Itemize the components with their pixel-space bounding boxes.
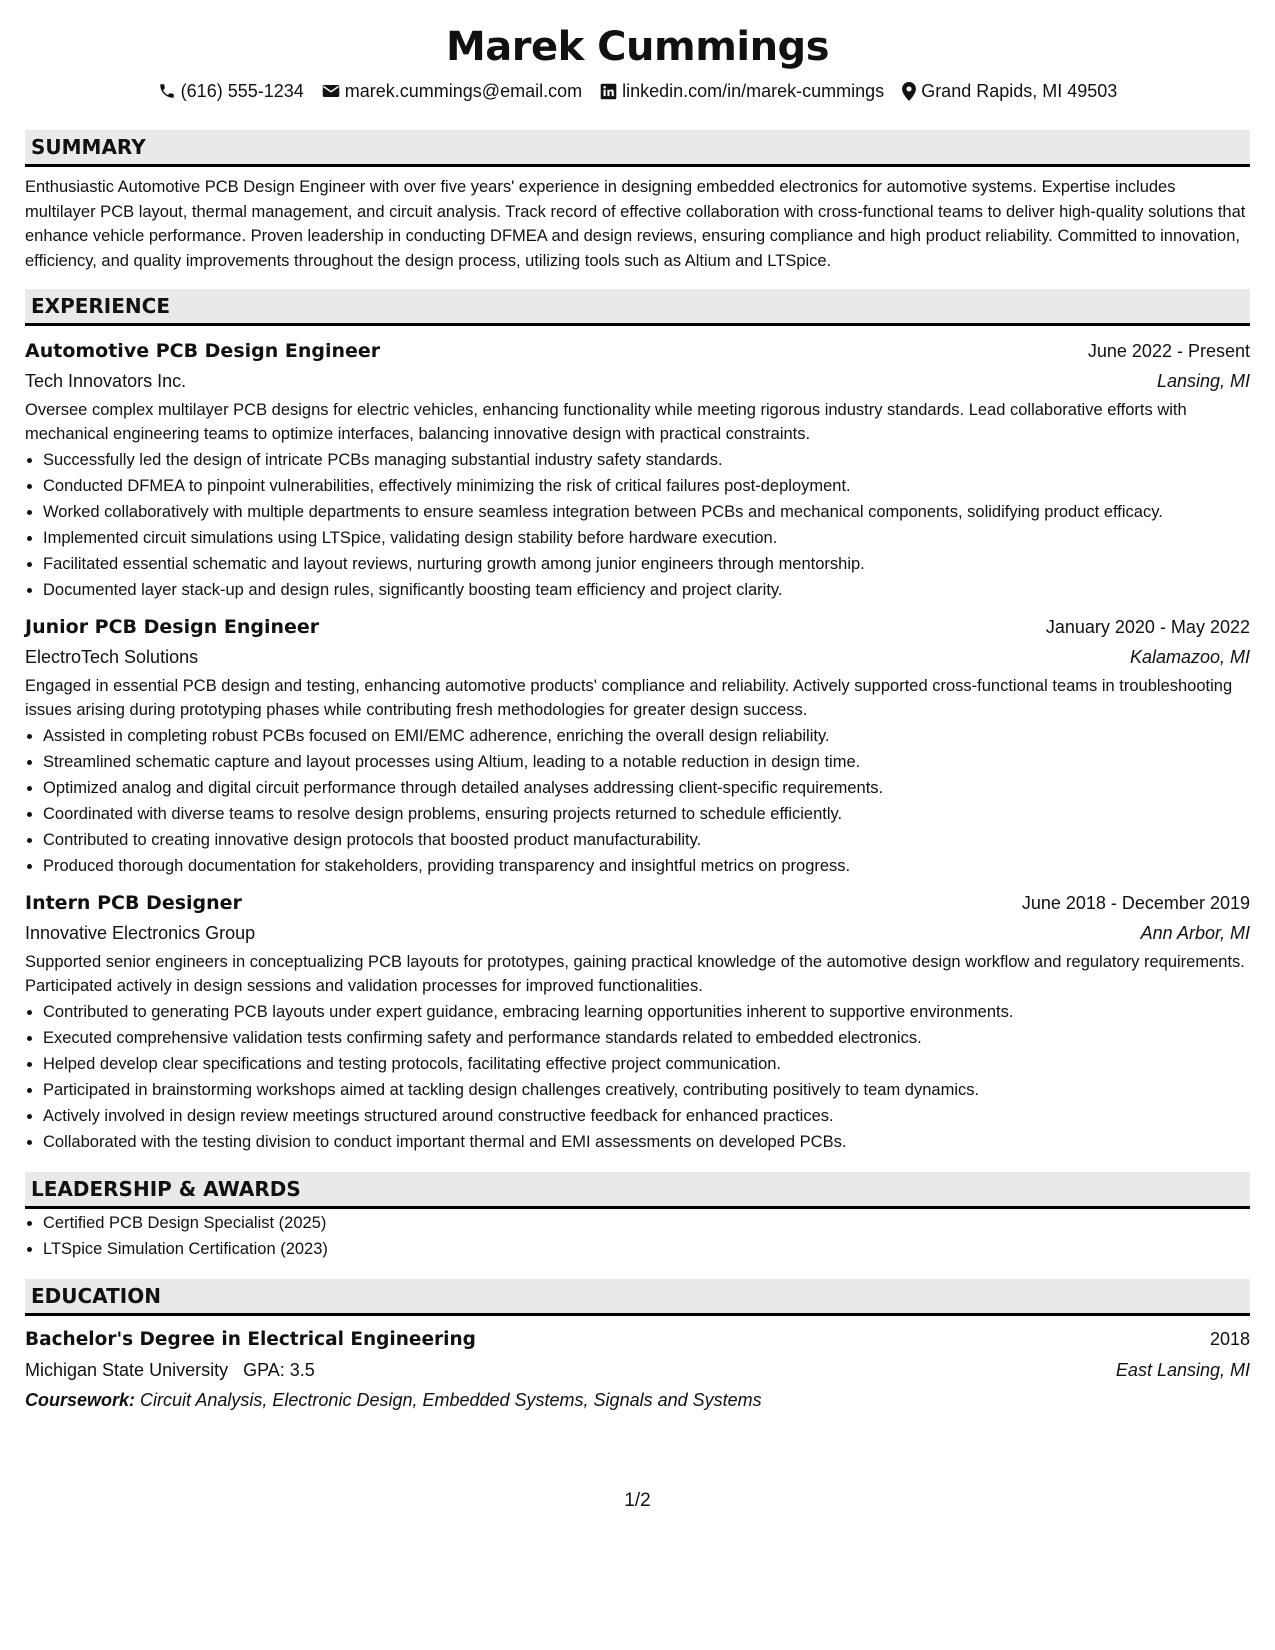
bullet-item: • Facilitated essential schematic and layout reviews, nurturing growth among junior engineers through mentorship. xyxy=(43,552,1250,576)
school-line xyxy=(25,1355,315,1385)
company-name: Tech Innovators Inc. xyxy=(25,371,187,391)
job-entry xyxy=(25,612,1250,878)
contact-bar xyxy=(25,78,1250,104)
bullet-item: • Successfully led the design of intricate PCBs managing substantial industry safety standards. xyxy=(43,448,1250,472)
bullet-item: • Participated in brainstorming workshops aimed at tackling design challenges creatively, contributing positively to team dynamics. xyxy=(43,1078,1250,1102)
award-item: • LTSpice Simulation Certification (2023) xyxy=(43,1237,1250,1261)
job-dates: June 2018 - December 2019 xyxy=(1021,893,1250,913)
experience-heading: EXPERIENCE xyxy=(25,289,1250,326)
education-heading: EDUCATION xyxy=(25,1279,1250,1316)
education-entry xyxy=(25,1324,1250,1415)
contact-location xyxy=(902,81,1117,102)
awards-list xyxy=(25,1211,1250,1261)
job-description: Oversee complex multilayer PCB designs for electric vehicles, enhancing functionality while meeting rigorous industry standards. Lead collaborative efforts with mechanical engineering teams to optimize interfaces, balancing innovative design with practical constraints. xyxy=(25,401,1187,443)
job-description: Supported senior engineers in conceptualizing PCB layouts for prototypes, gaining practical knowledge of the automotive design workflow and regulatory requirements. Participated actively in design sessions and validation processes for improved functionalities. xyxy=(25,953,1245,995)
email-link[interactable]: marek.cummings@email.com xyxy=(344,80,583,101)
job-bullets xyxy=(25,1000,1250,1154)
job-title: Junior PCB Design Engineer xyxy=(25,616,320,638)
company-name: ElectroTech Solutions xyxy=(25,647,199,667)
resume-page xyxy=(25,0,1250,1415)
location-text: Grand Rapids, MI 49503 xyxy=(921,80,1118,101)
contact-phone xyxy=(158,81,304,102)
school-location: East Lansing, MI xyxy=(1115,1360,1250,1380)
summary-heading: SUMMARY xyxy=(25,130,1250,167)
job-location: Kalamazoo, MI xyxy=(1129,647,1250,667)
bullet-item: • Conducted DFMEA to pinpoint vulnerabilities, effectively minimizing the risk of critical failures post-deployment. xyxy=(43,474,1250,498)
degree-title: Bachelor's Degree in Electrical Engineering xyxy=(25,1329,476,1350)
linkedin-icon xyxy=(600,83,617,100)
company-name: Innovative Electronics Group xyxy=(25,923,256,943)
job-location: Ann Arbor, MI xyxy=(1140,923,1250,943)
job-entry xyxy=(25,336,1250,602)
job-bullets xyxy=(25,724,1250,878)
gpa: GPA: 3.5 xyxy=(243,1360,315,1380)
experience-section xyxy=(25,289,1250,1154)
bullet-item: • Contributed to generating PCB layouts under expert guidance, embracing learning opportunities inherent to supportive environments. xyxy=(43,1000,1250,1024)
job-entry xyxy=(25,888,1250,1154)
coursework-label: Coursework: xyxy=(25,1390,136,1410)
summary-section xyxy=(25,130,1250,273)
education-section xyxy=(25,1279,1250,1415)
award-item: • Certified PCB Design Specialist (2025) xyxy=(43,1211,1250,1235)
job-title: Intern PCB Designer xyxy=(25,892,242,914)
bullet-item: • Coordinated with diverse teams to resolve design problems, ensuring projects returned to schedule efficiently. xyxy=(43,802,1250,826)
bullet-item: • Assisted in completing robust PCBs focused on EMI/EMC adherence, enriching the overall design reliability. xyxy=(43,724,1250,748)
awards-heading: LEADERSHIP & AWARDS xyxy=(25,1172,1250,1209)
page-number: 1/2 xyxy=(624,1490,651,1511)
bullet-item: • Executed comprehensive validation tests confirming safety and performance standards related to embedded electronics. xyxy=(43,1026,1250,1050)
job-dates: June 2022 - Present xyxy=(1087,341,1250,361)
bullet-item: • Actively involved in design review meetings structured around constructive feedback for enhanced practices. xyxy=(43,1104,1250,1128)
job-dates: January 2020 - May 2022 xyxy=(1045,617,1250,637)
school-name: Michigan State University xyxy=(25,1360,229,1380)
job-title: Automotive PCB Design Engineer xyxy=(25,340,381,362)
phone-icon xyxy=(158,82,176,100)
contact-email[interactable] xyxy=(322,81,582,102)
envelope-icon xyxy=(322,83,340,99)
graduation-year: 2018 xyxy=(1209,1329,1250,1349)
job-bullets xyxy=(25,448,1250,602)
awards-section xyxy=(25,1172,1250,1261)
summary-text: Enthusiastic Automotive PCB Design Engineer with over five years' experience in designing embedded electronics for automotive systems. Expertise includes multilayer PCB layout, thermal management, and circuit analysis. Track record of effective collaboration with cross-functional teams to deliver high-quality solutions that enhance vehicle performance. Proven leadership in conducting DFMEA and design reviews, ensuring compliance and high product reliability. Committed to innovation, efficiency, and quality improvements throughout the design process, utilizing tools such as Altium and LTSpice. xyxy=(25,178,1246,270)
bullet-item: • Documented layer stack-up and design rules, significantly boosting team efficiency and project clarity. xyxy=(43,578,1250,602)
linkedin-link[interactable]: linkedin.com/in/marek-cummings xyxy=(622,80,885,101)
bullet-item: • Optimized analog and digital circuit performance through detailed analyses addressing client-specific requirements. xyxy=(43,776,1250,800)
candidate-name: Marek Cummings xyxy=(446,24,829,70)
coursework xyxy=(25,1385,1250,1415)
phone-text: (616) 555-1234 xyxy=(180,80,304,101)
map-pin-icon xyxy=(902,82,916,101)
coursework-list: Circuit Analysis, Electronic Design, Embedded Systems, Signals and Systems xyxy=(140,1390,762,1410)
bullet-item: • Helped develop clear specifications and testing protocols, facilitating effective project communication. xyxy=(43,1052,1250,1076)
bullet-item: • Produced thorough documentation for stakeholders, providing transparency and insightful metrics on progress. xyxy=(43,854,1250,878)
bullet-item: • Streamlined schematic capture and layout processes using Altium, leading to a notable reduction in design time. xyxy=(43,750,1250,774)
bullet-item: • Contributed to creating innovative design protocols that boosted product manufacturability. xyxy=(43,828,1250,852)
bullet-item: • Implemented circuit simulations using LTSpice, validating design stability before hardware execution. xyxy=(43,526,1250,550)
bullet-item: • Collaborated with the testing division to conduct important thermal and EMI assessments on developed PCBs. xyxy=(43,1130,1250,1154)
job-description: Engaged in essential PCB design and testing, enhancing automotive products' compliance and reliability. Actively supported cross-functional teams in troubleshooting issues arising during prototyping phases while contributing fresh methodologies for greater design success. xyxy=(25,677,1233,719)
bullet-item: • Worked collaboratively with multiple departments to ensure seamless integration between PCBs and mechanical components, solidifying product efficacy. xyxy=(43,500,1250,524)
contact-linkedin[interactable] xyxy=(600,81,884,102)
job-location: Lansing, MI xyxy=(1156,371,1250,391)
